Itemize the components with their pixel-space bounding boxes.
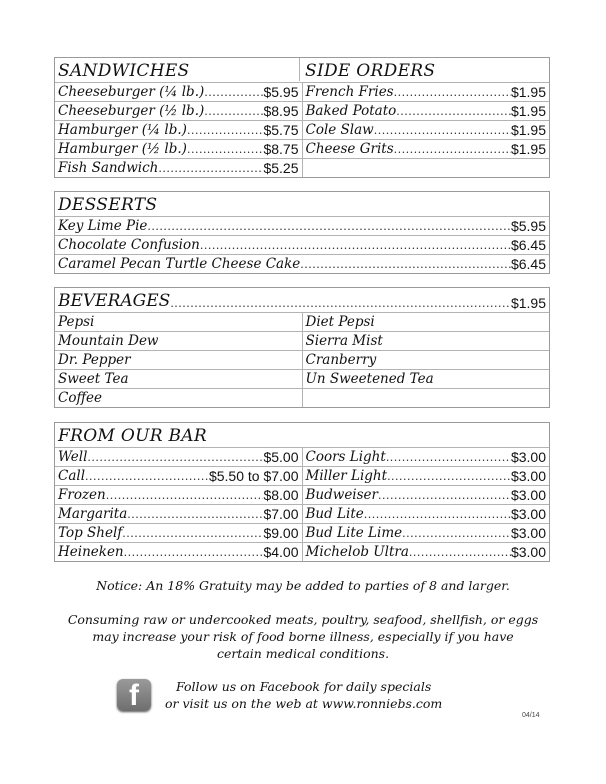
- dot-leader: [204, 86, 263, 100]
- item-price: $8.95: [263, 103, 299, 119]
- item-price: $6.45: [510, 237, 546, 253]
- beverages-price: $1.95: [510, 295, 546, 311]
- table-row: [55, 331, 549, 350]
- facebook-icon[interactable]: f: [117, 679, 151, 711]
- item-price: $5.50 to $7.00: [208, 468, 299, 484]
- item-name: Frozen: [58, 487, 106, 503]
- dot-leader: [106, 489, 264, 503]
- dot-leader: [402, 527, 511, 541]
- menu-item: [55, 486, 303, 504]
- item-price: $6.45: [510, 256, 546, 272]
- item-price: $1.95: [510, 141, 546, 157]
- item-price: $3.00: [510, 506, 546, 522]
- item-name: Michelob Ultra: [305, 544, 409, 560]
- menu-item: [303, 140, 550, 158]
- item-name: Bud Lite Lime: [305, 525, 403, 541]
- item-price: $7.00: [263, 506, 299, 522]
- menu-item: [55, 102, 303, 120]
- table-row: [55, 216, 549, 235]
- table-row: [55, 542, 549, 561]
- dot-leader: [187, 124, 264, 138]
- social-text: [165, 678, 442, 712]
- dot-leader: [409, 546, 511, 560]
- menu-item: [303, 159, 550, 177]
- table-row: [55, 82, 549, 101]
- item-price: $5.75: [263, 122, 299, 138]
- dot-leader: [158, 162, 263, 176]
- beverage-name: Sweet Tea: [58, 371, 129, 387]
- menu-item: [55, 159, 303, 177]
- consumer-advisory-line-3: certain medical conditions.: [216, 646, 390, 661]
- item-name: Cole Slaw: [305, 122, 374, 138]
- menu-item: [303, 524, 550, 542]
- menu-item: [303, 467, 550, 485]
- item-price: $3.00: [510, 449, 546, 465]
- menu-item: [55, 140, 303, 158]
- item-name: Cheeseburger (½ lb.): [58, 103, 205, 119]
- menu-item: [55, 255, 549, 273]
- beverage-item: [55, 351, 303, 369]
- beverage-name: Coffee: [58, 390, 103, 406]
- table-row: [55, 466, 549, 485]
- menu-item: [55, 467, 303, 485]
- dot-leader: [170, 297, 511, 311]
- beverage-item: [303, 389, 550, 407]
- item-price: $3.00: [510, 544, 546, 560]
- beverage-item: [55, 313, 303, 331]
- table-row: [55, 447, 549, 466]
- item-price: $8.00: [263, 487, 299, 503]
- menu-item: [303, 486, 550, 504]
- desserts-section: [54, 191, 550, 274]
- dot-leader: [386, 451, 511, 465]
- beverage-name: Dr. Pepper: [58, 352, 131, 368]
- item-price: $1.95: [510, 103, 546, 119]
- table-row: [55, 504, 549, 523]
- item-price: $5.95: [510, 218, 546, 234]
- menu-item: [55, 505, 303, 523]
- item-price: $5.00: [263, 449, 299, 465]
- item-name: Chocolate Confusion: [58, 237, 200, 253]
- menu-item: [55, 83, 303, 101]
- website-line: or visit us on the web at www.ronniebs.com: [165, 696, 443, 711]
- beverage-name: Pepsi: [58, 314, 95, 330]
- beverages-title-line: [58, 291, 546, 311]
- bar-header: [55, 423, 549, 447]
- item-price: $3.00: [510, 468, 546, 484]
- beverage-name: Diet Pepsi: [305, 314, 375, 330]
- beverage-item: [303, 351, 550, 369]
- dot-leader: [122, 527, 263, 541]
- table-row: [55, 369, 549, 388]
- item-price: $3.00: [510, 487, 546, 503]
- beverage-item: [303, 370, 550, 388]
- dot-leader: [147, 220, 511, 234]
- dot-leader: [204, 105, 263, 119]
- item-name: Cheeseburger (¼ lb.): [58, 84, 205, 100]
- menu-item: [303, 102, 550, 120]
- item-price: $3.00: [510, 525, 546, 541]
- bar-section: [54, 422, 550, 562]
- menu-item: [55, 524, 303, 542]
- menu-item: [55, 121, 303, 139]
- beverage-name: Cranberry: [305, 352, 377, 368]
- sandwiches-header: [55, 58, 549, 82]
- sandwiches-title: SANDWICHES: [58, 58, 300, 81]
- side-orders-title: SIDE ORDERS: [305, 61, 436, 81]
- dot-leader: [387, 470, 511, 484]
- dot-leader: [396, 105, 511, 119]
- dot-leader: [87, 451, 263, 465]
- table-row: [55, 120, 549, 139]
- menu-item: [303, 543, 550, 561]
- beverage-item: [55, 389, 303, 407]
- dot-leader: [85, 470, 209, 484]
- item-price: $5.95: [263, 84, 299, 100]
- item-name: Baked Potato: [305, 103, 397, 119]
- item-price: $1.95: [510, 84, 546, 100]
- dot-leader: [127, 508, 263, 522]
- item-name: Heineken: [58, 544, 124, 560]
- version-code: 04/14: [522, 712, 540, 719]
- menu-item: [55, 236, 549, 254]
- table-row: [55, 139, 549, 158]
- desserts-header: [55, 192, 549, 216]
- item-name: Bud Lite: [305, 506, 364, 522]
- dot-leader: [394, 143, 511, 157]
- table-row: [55, 523, 549, 542]
- menu-item: [303, 505, 550, 523]
- dot-leader: [300, 258, 511, 272]
- beverage-item: [303, 313, 550, 331]
- item-name: Cheese Grits: [305, 141, 394, 157]
- table-row: [55, 101, 549, 120]
- menu-item: [55, 543, 303, 561]
- table-row: [55, 312, 549, 331]
- item-name: Budweiser: [305, 487, 378, 503]
- menu-item: [55, 448, 303, 466]
- gratuity-notice: Notice: An 18% Gratuity may be added to parties of 8 and larger.: [96, 578, 510, 593]
- item-price: $8.75: [263, 141, 299, 157]
- dot-leader: [200, 239, 511, 253]
- menu-item: [303, 83, 550, 101]
- item-name: French Fries: [305, 84, 394, 100]
- dot-leader: [394, 86, 511, 100]
- dot-leader: [187, 143, 264, 157]
- dot-leader: [378, 489, 511, 503]
- beverage-item: [303, 332, 550, 350]
- sandwiches-section: [54, 57, 550, 178]
- bar-title: FROM OUR BAR: [58, 426, 207, 446]
- item-name: Caramel Pecan Turtle Cheese Cake: [58, 256, 301, 272]
- beverage-item: [55, 332, 303, 350]
- menu-item: [303, 121, 550, 139]
- item-name: Key Lime Pie: [58, 218, 148, 234]
- beverage-name: Mountain Dew: [58, 333, 159, 349]
- item-price: $4.00: [263, 544, 299, 560]
- item-name: Hamburger (½ lb.): [58, 141, 187, 157]
- table-row: [55, 388, 549, 407]
- menu-item: [55, 217, 549, 235]
- table-row: [55, 158, 549, 177]
- item-name: Top Shelf: [58, 525, 123, 541]
- beverage-name: Sierra Mist: [305, 333, 383, 349]
- beverages-section: [54, 287, 550, 408]
- dot-leader: [364, 508, 511, 522]
- item-name: Margarita: [58, 506, 128, 522]
- beverages-title: BEVERAGES: [58, 291, 171, 311]
- item-name: Well: [58, 449, 88, 465]
- item-name: Miller Light: [305, 468, 388, 484]
- item-price: $9.00: [263, 525, 299, 541]
- consumer-advisory-line-2: may increase your risk of food borne illness, especially if you have: [92, 629, 514, 644]
- facebook-line: Follow us on Facebook for daily specials: [176, 679, 432, 694]
- dot-leader: [124, 546, 264, 560]
- item-price: $1.95: [510, 122, 546, 138]
- social-links: [117, 678, 442, 712]
- menu-item: [303, 448, 550, 466]
- consumer-advisory-line-1: Consuming raw or undercooked meats, poultry, seafood, shellfish, or eggs: [67, 612, 539, 627]
- beverages-header: [55, 288, 549, 312]
- item-price: $5.25: [263, 160, 299, 176]
- beverage-name: Un Sweetened Tea: [305, 371, 434, 387]
- beverage-item: [55, 370, 303, 388]
- table-row: [55, 254, 549, 273]
- item-name: Hamburger (¼ lb.): [58, 122, 187, 138]
- table-row: [55, 485, 549, 504]
- item-name: Fish Sandwich: [58, 160, 159, 176]
- desserts-title: DESSERTS: [58, 195, 158, 215]
- item-name: Coors Light: [305, 449, 386, 465]
- table-row: [55, 350, 549, 369]
- dot-leader: [374, 124, 511, 138]
- table-row: [55, 235, 549, 254]
- item-name: Call: [58, 468, 86, 484]
